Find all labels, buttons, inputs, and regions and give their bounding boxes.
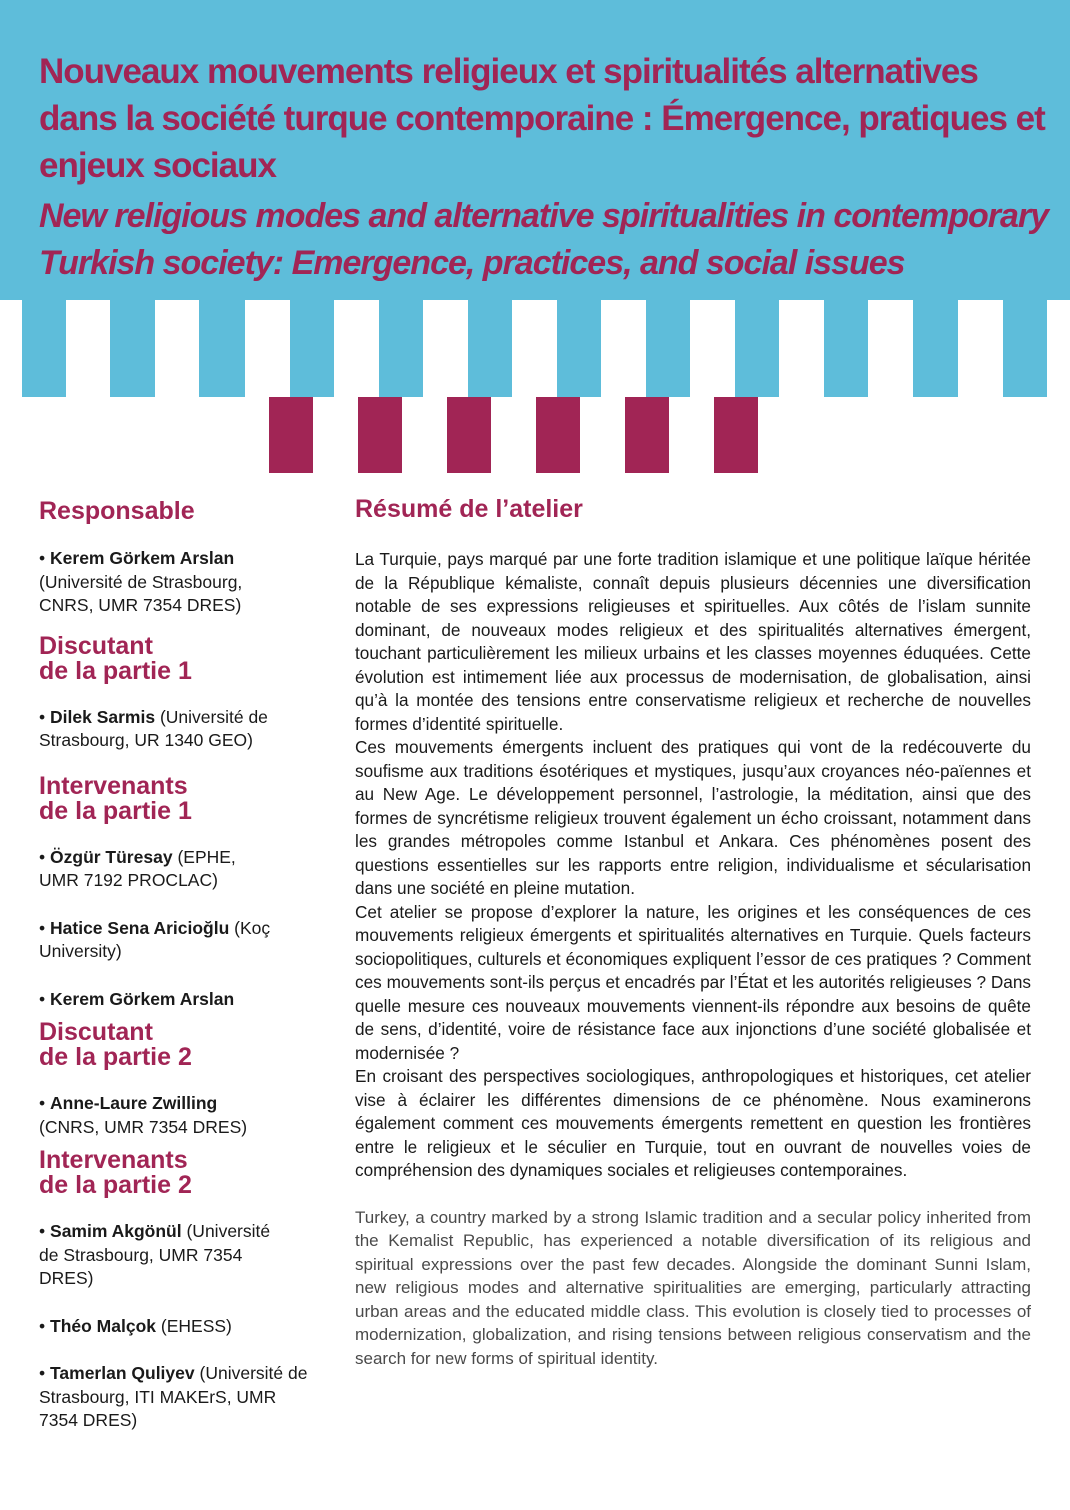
person-name: Tamerlan Quliyev: [50, 1363, 195, 1383]
checker-white-block: [334, 300, 379, 397]
checker-magenta-block: [536, 397, 580, 473]
bullet: •: [39, 1221, 46, 1241]
section-heading-intervenants-1: [39, 771, 339, 825]
checker-white-block: [423, 300, 468, 397]
bullet: •: [39, 1363, 46, 1383]
checker-white-block: [155, 300, 199, 397]
person-name: Kerem Görkem Arslan: [50, 988, 235, 1009]
person-affiliation: (Université de Strasbourg, UMR 7354 DRES): [39, 1221, 271, 1288]
heading-line: Discutant: [39, 631, 153, 660]
paragraph-fr: La Turquie, pays marqué par une forte tradition islamique et une politique laïque héritée de la République kémaliste, connaît depuis plusieurs décennies une diversification notable de ses expressions religieuses et spirituelles. Aux côtés de l’islam sunnite dominant, de nouveaux modes religieux et des spiritualités alternatives émergent, touchant particulièrement les milieux urbains et les classes moyennes éduquées. Cette évolution est intimement liée aux processus de modernisation, de globalisation, ainsi qu’à la montée des tensions entre conservatisme religieux et recherche de nouvelles formes d’identité spirituelle.: [355, 549, 1031, 734]
resume-heading: Résumé de l’atelier: [355, 495, 583, 523]
checker-white-block: [868, 300, 913, 397]
paragraph-en: Turkey, a country marked by a strong Islamic tradition and a secular policy inherited from the Kemalist Republic, has experienced a notable diversification of its religious and spiritual expressions over the past few decades. Alongside the dominant Sunni Islam, new religious modes and alternative spiritualities are emerging, particularly attracting urban areas and the educated middle class. This evolution is closely tied to processes of modernization, globalization, and rising tensions between religious conservatism and the search for new forms of spiritual identity.: [355, 1207, 1031, 1368]
person-affiliation: (CNRS, UMR 7354 DRES): [39, 1116, 248, 1137]
person-entry: [39, 917, 279, 964]
heading-line: de la partie 1: [39, 796, 192, 825]
person-affiliation: (EHESS): [160, 1315, 232, 1336]
heading-line: de la partie 2: [39, 1043, 192, 1071]
bullet: •: [39, 1093, 46, 1113]
person-affiliation: (Université de Strasbourg, CNRS, UMR 7354 DRES): [39, 571, 243, 615]
title-french: Nouveaux mouvements religieux et spiritualités alternatives dans la société turque contemporaine : Émergence, pratiques et enjeux sociaux: [39, 52, 1045, 185]
paragraph-fr: Cet atelier se propose d’explorer la nature, les origines et les conséquences de ces mouvements religieux émergents et spiritualités alternatives en Turquie. Quels facteurs sociopolitiques, culturels et économiques expliquent l’essor de ces pratiques ? Comment ces mouvements sont-ils perçus et encadrés par l’État et les autorités religieuses ? Dans quelle mesure ces nouveaux mouvements viennent-ils répondre aux besoins de quête de sens, d’identité, voire de résistance face aux injonctions d’une société globalisée et modernisée ?: [355, 901, 1031, 1063]
paragraph-fr: En croisant des perspectives sociologiques, anthropologiques et historiques, cet atelier vise à éclairer les différentes dimensions de ce phénomène. Nous examinerons également comment ces mouvements émergents remettent en question les frontières entre le religieux et le séculier en Turquie, tout en ouvrant de nouvelles voies de compréhension des dynamiques sociales et religieuses contemporaines.: [355, 1066, 1031, 1180]
section-heading-discutant-2: [39, 1020, 339, 1070]
checker-white-block: [66, 300, 110, 397]
checker-magenta-block: [447, 397, 491, 473]
bullet: •: [39, 706, 46, 727]
person-entry: [39, 547, 279, 618]
person-name: Hatice Sena Aricioğlu: [50, 917, 230, 938]
person-entry: [39, 846, 264, 893]
speakers-sidebar: [39, 492, 339, 1433]
checker-magenta-block: [625, 397, 669, 473]
checker-white-block: [245, 300, 290, 397]
person-name: Anne-Laure Zwilling: [50, 1093, 218, 1113]
checker-white-block: [1047, 300, 1070, 397]
person-entry: [39, 706, 314, 753]
checker-white-block: [0, 300, 22, 397]
header-band: [0, 0, 1070, 300]
person-affiliation: (Koç University): [39, 917, 271, 961]
person-name: Kerem Görkem Arslan: [50, 548, 235, 568]
bullet: •: [39, 846, 46, 867]
heading-line: Discutant: [39, 1018, 153, 1046]
checker-magenta-block: [714, 397, 758, 473]
checker-white-block: [958, 300, 1003, 397]
abstract-column: [355, 492, 1031, 1370]
heading-line: de la partie 2: [39, 1171, 192, 1199]
heading-line: Intervenants: [39, 1146, 188, 1174]
person-affiliation: (EPHE, UMR 7192 PROCLAC): [39, 846, 236, 890]
person-name: Özgür Türesay: [50, 846, 173, 867]
section-heading-intervenants-2: [39, 1148, 339, 1198]
decorative-checker-pattern: [0, 300, 1070, 480]
person-name: Théo Malçok: [50, 1315, 157, 1336]
heading-line: Intervenants: [39, 771, 188, 800]
paragraph-fr: Ces mouvements émergents incluent des pratiques qui vont de la redécouverte du soufisme aux traditions ésotériques et mystiques, jusqu’aux croyances néo-païennes et au New Age. Le développement personnel, l’astrologie, la méditation, ainsi que des formes de syncrétisme religieux trouvent également un écho croissant, notamment dans les grandes métropoles comme Istanbul et Ankara. Ces phénomènes posent des questions essentielles sur les rapports entre religion, individualisme et sécularisation dans une société en pleine mutation.: [355, 737, 1031, 898]
title-english: New religious modes and alternative spiritualities in contemporary Turkish society: Emergence, practices, and social issues: [39, 197, 1049, 282]
checker-magenta-block: [358, 397, 402, 473]
person-entry: [39, 1220, 279, 1291]
person-entry: [39, 988, 299, 1012]
checker-white-block: [779, 300, 824, 397]
person-name: Samim Akgönül: [50, 1221, 182, 1241]
bullet: •: [39, 1315, 46, 1336]
checker-white-block: [512, 300, 557, 397]
checker-white-block: [601, 300, 646, 397]
person-entry: [39, 1362, 314, 1433]
person-entry: [39, 1315, 299, 1339]
bullet: •: [39, 548, 46, 568]
checker-magenta-block: [269, 397, 313, 473]
person-entry: [39, 1092, 269, 1139]
section-heading-responsable: Responsable: [39, 497, 195, 525]
section-heading-discutant-1: [39, 631, 339, 685]
checker-white-block: [690, 300, 735, 397]
person-name: Dilek Sarmis: [50, 706, 156, 727]
person-affiliation: (Université de Strasbourg, UR 1340 GEO): [39, 706, 268, 750]
bullet: •: [39, 988, 46, 1009]
person-affiliation: (Université de Strasbourg, ITI MAKErS, UMR 7354 DRES): [39, 1363, 308, 1430]
heading-line: de la partie 1: [39, 656, 192, 685]
bullet: •: [39, 917, 46, 938]
